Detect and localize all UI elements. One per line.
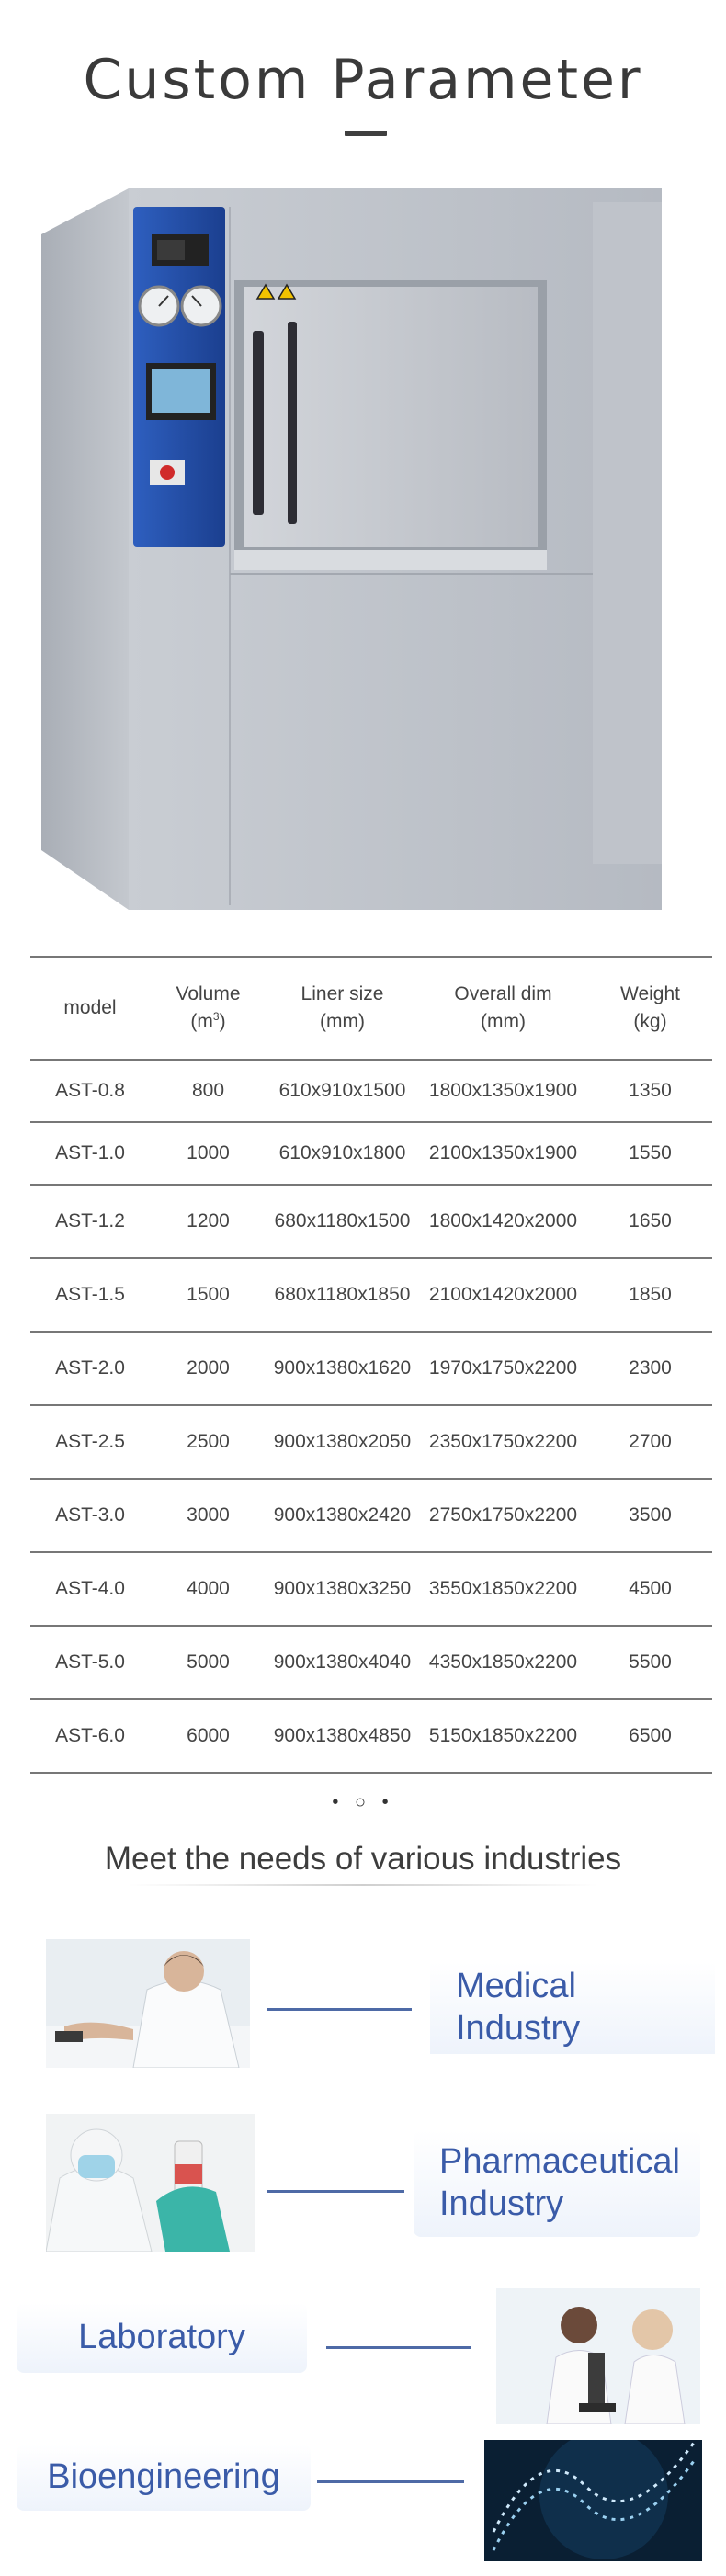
cell-model: AST-1.5 [30, 1258, 150, 1332]
industry-card-bioengineering [17, 2445, 311, 2511]
cell-liner: 610x910x1800 [267, 1122, 418, 1185]
cell-model: AST-2.5 [30, 1405, 150, 1479]
table-row [30, 1060, 712, 1122]
cell-weight: 6500 [588, 1699, 712, 1773]
dna-photo-icon [484, 2440, 702, 2561]
pagination-dots[interactable]: • ○ • [332, 1792, 394, 1812]
industry-card-medical [430, 1962, 715, 2054]
cell-liner: 900x1380x2050 [267, 1405, 418, 1479]
cell-weight: 1850 [588, 1258, 712, 1332]
cell-liner: 900x1380x3250 [267, 1552, 418, 1626]
cell-model: AST-5.0 [30, 1626, 150, 1699]
header-liner [267, 957, 418, 1060]
table-row [30, 1258, 712, 1332]
autoclave-illustration [41, 184, 685, 919]
table-row [30, 1552, 712, 1626]
cell-weight: 1650 [588, 1185, 712, 1258]
header-volume-unit: $(m^3)$ [190, 1010, 226, 1032]
cell-model: AST-1.0 [30, 1122, 150, 1185]
header-model-label: model [63, 996, 117, 1018]
cell-weight: 2300 [588, 1332, 712, 1405]
header-overall-label: Overall dim [454, 982, 552, 1004]
cell-overall: 2100x1420x2000 [418, 1258, 588, 1332]
header-model [30, 957, 150, 1060]
cell-overall: 1800x1420x2000 [418, 1185, 588, 1258]
cell-volume: 1000 [150, 1122, 267, 1185]
cell-model: AST-0.8 [30, 1060, 150, 1122]
cell-weight: 1550 [588, 1122, 712, 1185]
cell-model: AST-2.0 [30, 1332, 150, 1405]
table-row [30, 1185, 712, 1258]
cell-model: AST-6.0 [30, 1699, 150, 1773]
cell-weight: 3500 [588, 1479, 712, 1552]
cell-model: AST-3.0 [30, 1479, 150, 1552]
cell-liner: 680x1180x1500 [267, 1185, 418, 1258]
header-volume [150, 957, 267, 1060]
lab-photo-icon [496, 2288, 700, 2424]
cell-overall: 4350x1850x2200 [418, 1626, 588, 1699]
connector-pharmaceutical [267, 2190, 404, 2193]
table-row [30, 1405, 712, 1479]
header-overall-unit: (mm) [481, 1011, 526, 1032]
cell-weight: 2700 [588, 1405, 712, 1479]
pharma-photo-icon [46, 2114, 255, 2252]
header-overall [418, 957, 588, 1060]
cell-model: AST-4.0 [30, 1552, 150, 1626]
header-liner-unit: (mm) [320, 1011, 365, 1032]
stop-button-icon [160, 465, 175, 480]
industry-label-pharmaceutical-1: Pharmaceutical [439, 2142, 680, 2182]
cell-overall: 1970x1750x2200 [418, 1332, 588, 1405]
page-title: Custom Parameter [83, 48, 643, 112]
cell-volume: 4000 [150, 1552, 267, 1626]
cabinet-side [41, 188, 129, 910]
table-row [30, 1626, 712, 1699]
table-row [30, 1479, 712, 1552]
connector-bioengineering [317, 2480, 464, 2483]
cell-volume: 5000 [150, 1626, 267, 1699]
spec-table [30, 956, 712, 1774]
cell-liner: 610x910x1500 [267, 1060, 418, 1122]
industries-heading: Meet the needs of various industries [104, 1841, 622, 1877]
cell-volume: 1500 [150, 1258, 267, 1332]
cell-overall: 3550x1850x2200 [418, 1552, 588, 1626]
doctor-photo-icon [46, 1939, 250, 2068]
cell-model: AST-1.2 [30, 1185, 150, 1258]
cell-overall: 2750x1750x2200 [418, 1479, 588, 1552]
cell-liner: 900x1380x2420 [267, 1479, 418, 1552]
header-weight-unit: (kg) [633, 1011, 667, 1032]
cell-liner: 900x1380x4850 [267, 1699, 418, 1773]
cell-weight: 1350 [588, 1060, 712, 1122]
cell-volume: 2000 [150, 1332, 267, 1405]
industry-label-laboratory: Laboratory [78, 2318, 245, 2357]
header-weight [588, 957, 712, 1060]
cell-volume: 6000 [150, 1699, 267, 1773]
industry-label-bioengineering: Bioengineering [47, 2457, 280, 2497]
connector-laboratory [326, 2346, 471, 2349]
cell-overall: 1800x1350x1900 [418, 1060, 588, 1122]
table-row [30, 1332, 712, 1405]
industry-label-pharmaceutical-2: Industry [439, 2184, 564, 2223]
cell-overall: 5150x1850x2200 [418, 1699, 588, 1773]
cell-liner: 900x1380x1620 [267, 1332, 418, 1405]
cell-liner: 680x1180x1850 [267, 1258, 418, 1332]
cell-volume: 2500 [150, 1405, 267, 1479]
industry-label-medical-2: Industry [456, 2009, 581, 2048]
connector-medical [267, 2008, 412, 2011]
header-volume-label: Volume [176, 982, 241, 1004]
cell-overall: 2100x1350x1900 [418, 1122, 588, 1185]
cell-volume: 3000 [150, 1479, 267, 1552]
table-row [30, 1699, 712, 1773]
table-row [30, 1122, 712, 1185]
cell-volume: 1200 [150, 1185, 267, 1258]
header-liner-label: Liner size [301, 982, 384, 1004]
header-weight-label: Weight [620, 982, 680, 1004]
cell-weight: 5500 [588, 1626, 712, 1699]
industry-label-medical-1: Medical [456, 1967, 576, 2006]
door-handle [253, 331, 264, 515]
cell-volume: 800 [150, 1060, 267, 1122]
title-underline [345, 131, 387, 136]
industry-card-pharmaceutical [414, 2130, 700, 2237]
cell-weight: 4500 [588, 1552, 712, 1626]
cell-liner: 900x1380x4040 [267, 1626, 418, 1699]
cell-overall: 2350x1750x2200 [418, 1405, 588, 1479]
heading-divider [129, 1884, 597, 1886]
industry-card-laboratory [17, 2303, 307, 2373]
table-header-row [30, 957, 712, 1060]
